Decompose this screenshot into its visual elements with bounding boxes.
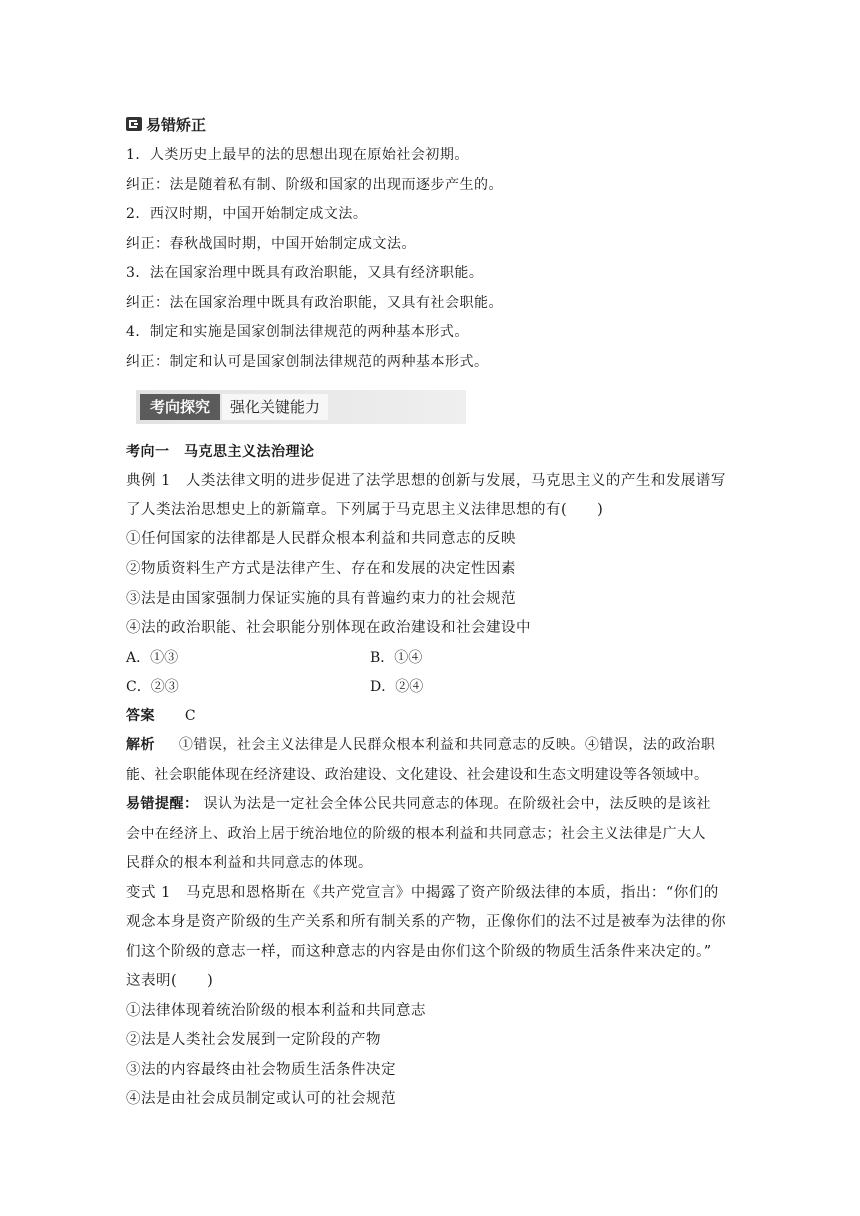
banner-label-light: 强化关键能力: [222, 394, 328, 420]
analysis-text-1: ①错误，社会主义法律是人民群众根本利益和共同意志的反映。④错误，法的政治职: [178, 737, 716, 753]
example-statement-2: ②物质资料生产方式是法律产生、存在和发展的决定性因素: [126, 561, 516, 577]
variant-line-2: 观念本身是资产阶级的生产关系和所有制关系的产物，正像你们的法不过是被奉为法律的你: [126, 914, 726, 930]
option-c: C．②③: [126, 679, 179, 695]
tip-text-1: 误认为法是一定社会全体公民共同意志的体现。在阶级社会中，法反映的是该社: [203, 796, 711, 812]
example-line-1: 典例 1 人类法律文明的进步促进了法学思想的创新与发展，马克思主义的产生和发展谱写: [126, 473, 726, 489]
answer-row: [126, 707, 196, 725]
analysis-label: 解析: [126, 737, 155, 753]
errors-section-heading: [126, 114, 206, 134]
errors-section-title: 易错矫正: [146, 115, 207, 134]
example-statement-1: ①任何国家的法律都是人民群众根本利益和共同意志的反映: [126, 531, 516, 547]
direction-title: 考向一 马克思主义法治理论: [126, 444, 315, 460]
answer-label: 答案: [126, 708, 155, 724]
tip-line-3: 民群众的根本利益和共同意志的体现。: [126, 855, 373, 871]
banner-label-dark: 考向探究: [140, 394, 220, 420]
tip-line-2: 会中在经济上、政治上居于统治地位的阶级的根本利益和共同意志；社会主义法律是广大人: [126, 826, 706, 842]
variant-line-1: 变式 1 马克思和恩格斯在《共产党宣言》中揭露了资产阶级法律的本质，指出：“你们的: [126, 885, 719, 901]
analysis-line-1: [126, 736, 715, 754]
error-statement-2: 2．西汉时期，中国开始制定成文法。: [126, 206, 368, 222]
tip-line-1: [126, 795, 711, 813]
example-statement-3: ③法是由国家强制力保证实施的具有普遍约束力的社会规范: [126, 591, 516, 607]
tip-label: 易错提醒：: [126, 796, 199, 812]
error-statement-3: 3．法在国家治理中既具有政治职能，又具有经济职能。: [126, 265, 484, 281]
variant-statement-4: ④法是由社会成员制定或认可的社会规范: [126, 1091, 396, 1107]
variant-line-3: 们这个阶级的意志一样，而这种意志的内容是由你们这个阶级的物质生活条件来决定的。”: [126, 944, 712, 960]
example-line-2: 了人类法治思想史上的新篇章。下列属于马克思主义法律思想的有( ): [126, 502, 604, 518]
variant-statement-1: ①法律体现着统治阶级的根本利益和共同意志: [126, 1003, 426, 1019]
answer-value: C: [184, 708, 197, 724]
option-a: A．①③: [126, 650, 179, 666]
error-correction-3: 纠正：法在国家治理中既具有政治职能，又具有社会职能。: [126, 295, 503, 311]
analysis-line-2: 能、社会职能体现在经济建设、政治建设、文化建设、社会建设和生态文明建设等各领域中。: [126, 767, 709, 783]
error-statement-1: 1．人类历史上最早的法的思想出现在原始社会初期。: [126, 147, 469, 163]
correction-icon: [126, 117, 142, 131]
example-statement-4: ④法的政治职能、社会职能分别体现在政治建设和社会建设中: [126, 620, 531, 636]
variant-statement-3: ③法的内容最终由社会物质生活条件决定: [126, 1062, 396, 1078]
section-banner: [136, 390, 466, 424]
error-correction-2: 纠正：春秋战国时期，中国开始制定成文法。: [126, 236, 416, 252]
error-statement-4: 4．制定和实施是国家创制法律规范的两种基本形式。: [126, 324, 469, 340]
error-correction-1: 纠正：法是随着私有制、阶级和国家的出现而逐步产生的。: [126, 177, 503, 193]
variant-statement-2: ②法是人类社会发展到一定阶段的产物: [126, 1032, 381, 1048]
option-d: D．②④: [370, 679, 424, 695]
error-correction-4: 纠正：制定和认可是国家创制法律规范的两种基本形式。: [126, 354, 489, 370]
option-b: B．①④: [370, 650, 423, 666]
variant-line-4: 这表明( ): [126, 973, 214, 989]
